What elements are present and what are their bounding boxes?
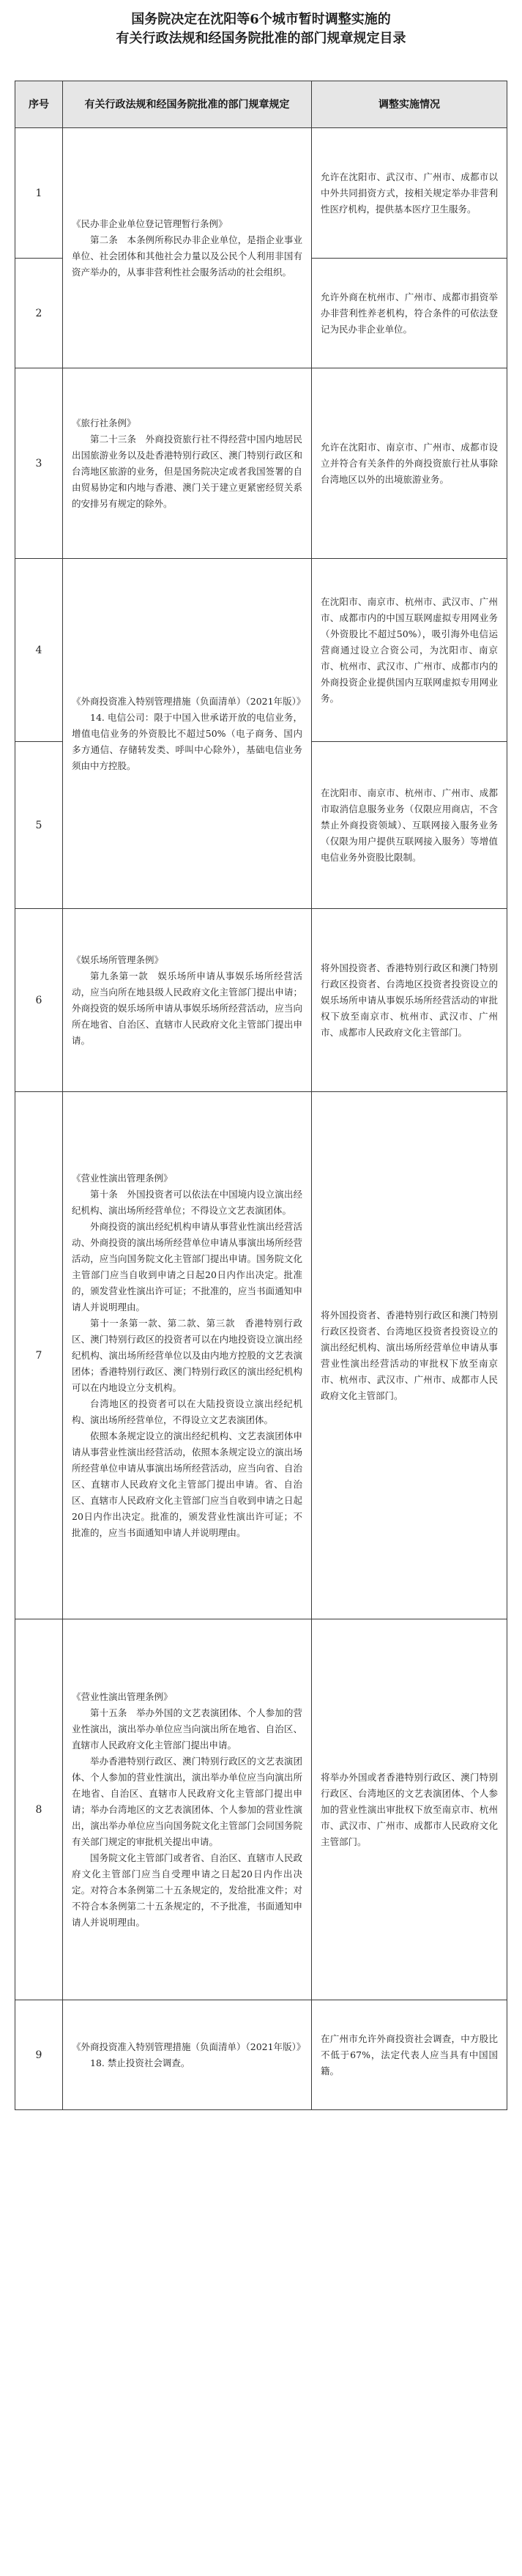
adjustment-cell: 在沈阳市、南京市、杭州市、武汉市、广州市、成都市内的中国互联网虚拟专用网业务（外资股比不超过50%），吸引海外电信运营商通过设立合资公司，为沈阳市、南京市、杭州市、武汉市、广州市、成都市内的外商投资企业提供国内互联网虚拟专用网业务。 <box>312 559 507 742</box>
provision-text: 第二条 本条例所称民办非企业单位，是指企业事业单位、社会团体和其他社会力量以及公民个人利用非国有资产举办的，从事非营利性社会服务活动的社会组织。 <box>72 234 302 278</box>
title-line-2: 有关行政法规和经国务院批准的部门规章规定目录 <box>116 31 406 46</box>
regulation-cell <box>63 128 312 368</box>
table-row <box>15 1092 507 1619</box>
provision-text: 第十五条 举办外国的文艺表演团体、个人参加的营业性演出，演出举办单位应当向演出所在地省、自治区、直辖市人民政府文化主管部门提出申请。 <box>72 1707 302 1751</box>
adjustment-cell: 在广州市允许外商投资社会调查，中方股比不低于67%，法定代表人应当具有中国国籍。 <box>312 2000 507 2110</box>
table-row <box>15 559 507 742</box>
row-number: 1 <box>15 128 63 259</box>
law-name: 《外商投资准入特别管理措施（负面清单）（2021年版）》 <box>72 695 306 707</box>
header-adjustment: 调整实施情况 <box>312 81 507 128</box>
provision-text: 第九条第一款 娱乐场所申请从事娱乐场所经营活动，应当向所在地县级人民政府文化主管部门提出申请；外商投资的娱乐场所申请从事娱乐场所经营活动，应当向所在地省、自治区、直辖市人民政府文化主管部门提出申请。 <box>72 970 302 1046</box>
table-header-row <box>15 81 507 128</box>
row-number: 7 <box>15 1092 63 1619</box>
adjustment-cell: 允许在沈阳市、南京市、广州市、成都市设立并符合有关条件的外商投资旅行社从事除台湾地区以外的出境旅游业务。 <box>312 368 507 559</box>
provision-text: 第二十三条 外商投资旅行社不得经营中国内地居民出国旅游业务以及赴香港特别行政区、澳门特别行政区和台湾地区旅游的业务，但是国务院决定或者我国签署的自由贸易协定和内地与香港、澳门关于建立更紧密经贸关系的安排另有规定的除外。 <box>72 433 302 509</box>
regulation-cell <box>63 2000 312 2110</box>
table-row <box>15 128 507 259</box>
adjustment-cell: 将举办外国或者香港特别行政区、澳门特别行政区、台湾地区的文艺表演团体、个人参加的营业性演出审批权下放至南京市、杭州市、武汉市、广州市、成都市人民政府文化主管部门。 <box>312 1619 507 2000</box>
row-number: 4 <box>15 559 63 742</box>
provision-text: 举办香港特别行政区、澳门特别行政区的文艺表演团体、个人参加的营业性演出，演出举办单位应当向演出所在地省、自治区、直辖市人民政府文化主管部门提出申请；举办台湾地区的文艺表演团体、个人参加的营业性演出，演出举办单位应当向国务院文化主管部门会同国务院有关部门规定的审批机关提出申请。 <box>72 1755 302 1847</box>
row-number: 2 <box>15 259 63 368</box>
table-row <box>15 368 507 559</box>
row-number: 6 <box>15 909 63 1092</box>
law-name: 《营业性演出管理条例》 <box>72 1690 173 1702</box>
regulation-table <box>15 81 507 2110</box>
regulation-cell <box>63 1092 312 1619</box>
provision-text: 国务院文化主管部门或者省、自治区、直辖市人民政府文化主管部门应当自受理申请之日起20日内作出决定。对符合本条例第二十五条规定的，发给批准文件；对不符合本条例第二十五条规定的，不予批准，书面通知申请人并说明理由。 <box>72 1852 302 1928</box>
row-number: 3 <box>15 368 63 559</box>
regulation-cell <box>63 1619 312 2000</box>
adjustment-cell: 将外国投资者、香港特别行政区和澳门特别行政区投资者、台湾地区投资者投资设立的演出经纪机构、演出场所经营单位申请从事营业性演出经营活动的审批权下放至南京市、杭州市、武汉市、广州市、成都市人民政府文化主管部门。 <box>312 1092 507 1619</box>
row-number: 5 <box>15 742 63 909</box>
adjustment-cell: 在沈阳市、南京市、杭州市、广州市、成都市取消信息服务业务（仅限应用商店，不含禁止外商投资领域）、互联网接入服务业务（仅限为用户提供互联网接入服务）等增值电信业务外资股比限制。 <box>312 742 507 909</box>
table-row <box>15 909 507 1092</box>
adjustment-cell: 允许外商在杭州市、广州市、成都市捐资举办非营利性养老机构，符合条件的可依法登记为民办非企业单位。 <box>312 259 507 368</box>
adjustment-cell: 允许在沈阳市、武汉市、广州市、成都市以中外共同捐资方式，按相关规定举办非营利性医疗机构，提供基本医疗卫生服务。 <box>312 128 507 259</box>
provision-text: 18. 禁止投资社会调查。 <box>90 2057 190 2068</box>
regulation-cell <box>63 559 312 909</box>
provision-text: 第十一条第一款、第二款、第三款 香港特别行政区、澳门特别行政区的投资者可以在内地投资设立演出经纪机构、演出场所经营单位以及由内地方控股的文艺表演团体；香港特别行政区、澳门特别行政区的演出经纪机构可以在内地设立分支机构。 <box>72 1317 302 1393</box>
law-name: 《民办非企业单位登记管理暂行条例》 <box>72 218 228 229</box>
provision-text: 14. 电信公司：限于中国入世承诺开放的电信业务，增值电信业务的外资股比不超过50%（电子商务、国内多方通信、存储转发类、呼叫中心除外），基础电信业务须由中方控股。 <box>72 711 302 771</box>
provision-text: 外商投资的演出经纪机构申请从事营业性演出经营活动、外商投资的演出场所经营单位申请从事演出场所经营活动，应当向国务院文化主管部门提出申请。国务院文化主管部门应当自收到申请之日起20日内作出决定。批准的，颁发营业性演出许可证；不批准的，应当书面通知申请人并说明理由。 <box>72 1220 302 1313</box>
law-name: 《外商投资准入特别管理措施（负面清单）（2021年版）》 <box>72 2041 306 2052</box>
law-name: 《娱乐场所管理条例》 <box>72 954 164 965</box>
table-row <box>15 1619 507 2000</box>
provision-text: 台湾地区的投资者可以在大陆投资设立演出经纪机构、演出场所经营单位，不得设立文艺表演团体。 <box>72 1398 302 1425</box>
law-name: 《旅行社条例》 <box>72 417 136 428</box>
provision-text: 依照本条规定设立的演出经纪机构、文艺表演团体申请从事营业性演出经营活动，依照本条规定设立的演出场所经营单位申请从事演出场所经营活动，应当向省、自治区、直辖市人民政府文化主管部门提出申请。省、自治区、直辖市人民政府文化主管部门应当自收到申请之日起20日内作出决定。批准的，颁发营业性演出许可证；不批准的，应当书面通知申请人并说明理由。 <box>72 1430 302 1538</box>
law-name: 《营业性演出管理条例》 <box>72 1172 173 1184</box>
header-seq: 序号 <box>15 81 63 128</box>
document-title <box>0 10 522 48</box>
regulation-cell <box>63 368 312 559</box>
adjustment-cell: 将外国投资者、香港特别行政区和澳门特别行政区投资者、台湾地区投资者投资设立的娱乐场所申请从事娱乐场所经营活动的审批权下放至南京市、杭州市、武汉市、广州市、成都市人民政府文化主管部门。 <box>312 909 507 1092</box>
provision-text: 第十条 外国投资者可以依法在中国境内设立演出经纪机构、演出场所经营单位；不得设立文艺表演团体。 <box>72 1188 302 1216</box>
table-row <box>15 2000 507 2110</box>
header-regulation: 有关行政法规和经国务院批准的部门规章规定 <box>63 81 312 128</box>
row-number: 8 <box>15 1619 63 2000</box>
title-line-1: 国务院决定在沈阳等6个城市暂时调整实施的 <box>131 12 391 27</box>
row-number: 9 <box>15 2000 63 2110</box>
regulation-cell <box>63 909 312 1092</box>
